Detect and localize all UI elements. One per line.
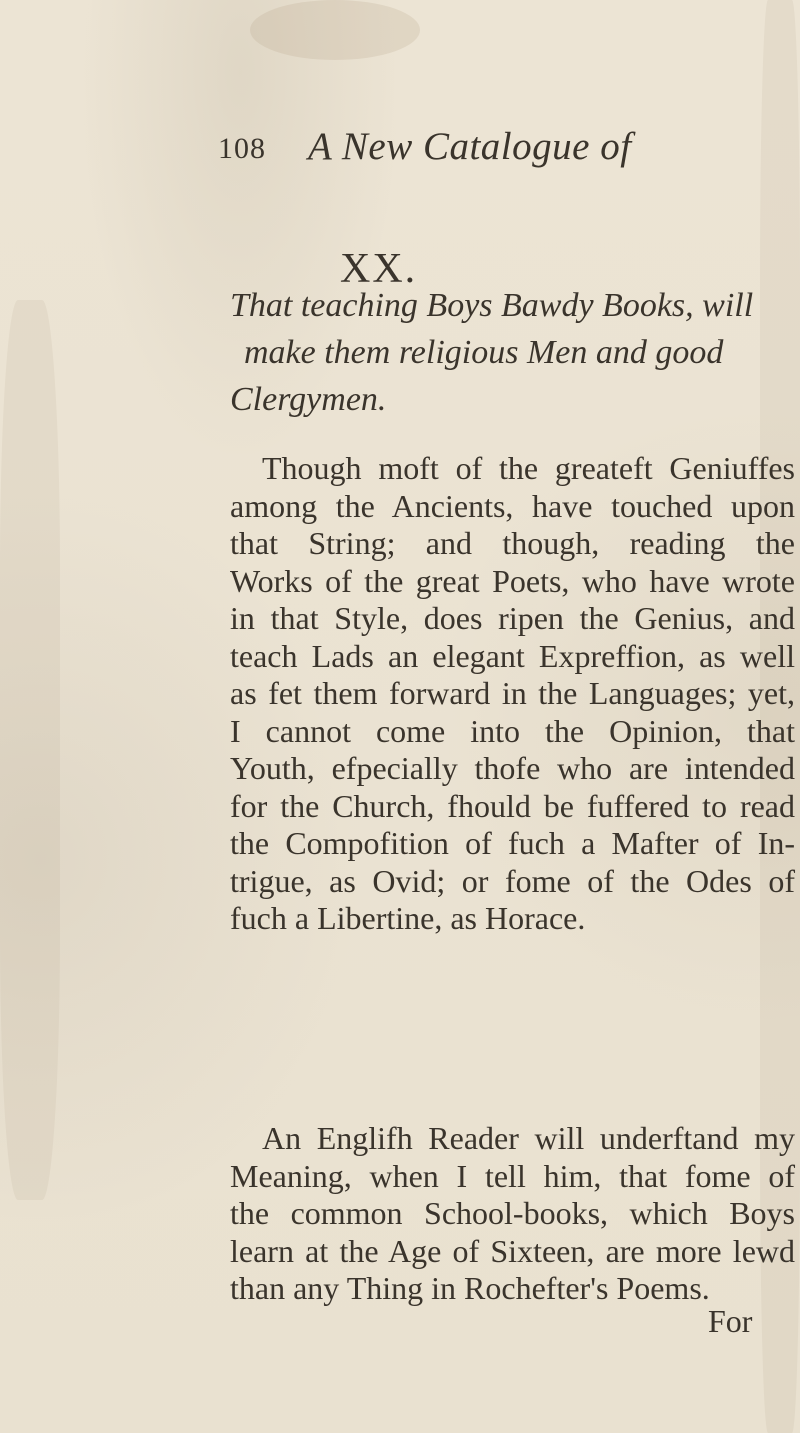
text-line: the Compofition of fuch a Mafter of In-	[230, 825, 795, 861]
paragraph	[230, 1120, 795, 1308]
text-line: Meaning, when I tell him, that fome of	[230, 1157, 795, 1194]
text-line: in that Style, does ripen the Genius, and	[230, 600, 795, 636]
paper-stain	[0, 300, 60, 1200]
chapter-title-line: That teaching Boys Bawdy Books, will	[230, 287, 754, 324]
catchword: For	[708, 1303, 753, 1339]
chapter-number: XX.	[340, 246, 418, 292]
text-line: learn at the Age of Sixteen, are more lewd	[230, 1232, 795, 1269]
paragraph	[230, 450, 795, 938]
text-line: for the Church, fhould be fuffered to read	[230, 787, 795, 824]
chapter-title-line: make them religious Men and good	[244, 334, 724, 371]
text-line: Works of the great Poets, who have wrote	[230, 562, 795, 599]
text-line: An Englifh Reader will underftand my	[262, 1120, 795, 1156]
text-line: teach Lads an elegant Expreffion, as well	[230, 637, 795, 674]
text-line: among the Ancients, have touched upon	[230, 487, 795, 524]
text-line: that String; and though, reading the	[230, 525, 795, 561]
chapter-title	[230, 282, 790, 423]
page-header	[218, 125, 778, 192]
chapter-title-line: Clergymen.	[230, 381, 387, 418]
text-line: Youth, efpecially thofe who are intended	[230, 750, 795, 786]
text-line: trigue, as Ovid; or fome of the Odes of	[230, 862, 795, 899]
running-head: A New Catalogue of	[308, 125, 632, 168]
text-line: fuch a Libertine, as Horace.	[230, 900, 586, 936]
text-line: I cannot come into the Opinion, that	[230, 712, 795, 749]
text-line: Though moft of the greateft Geniuffes	[262, 450, 795, 486]
text-line: than any Thing in Rochefter's Poems.	[230, 1270, 710, 1306]
text-line: as fet them forward in the Languages; yet,	[230, 675, 795, 711]
paper-stain	[250, 0, 420, 60]
text-line: the common School-books, which Boys	[230, 1195, 795, 1231]
page-number: 108	[218, 132, 266, 165]
